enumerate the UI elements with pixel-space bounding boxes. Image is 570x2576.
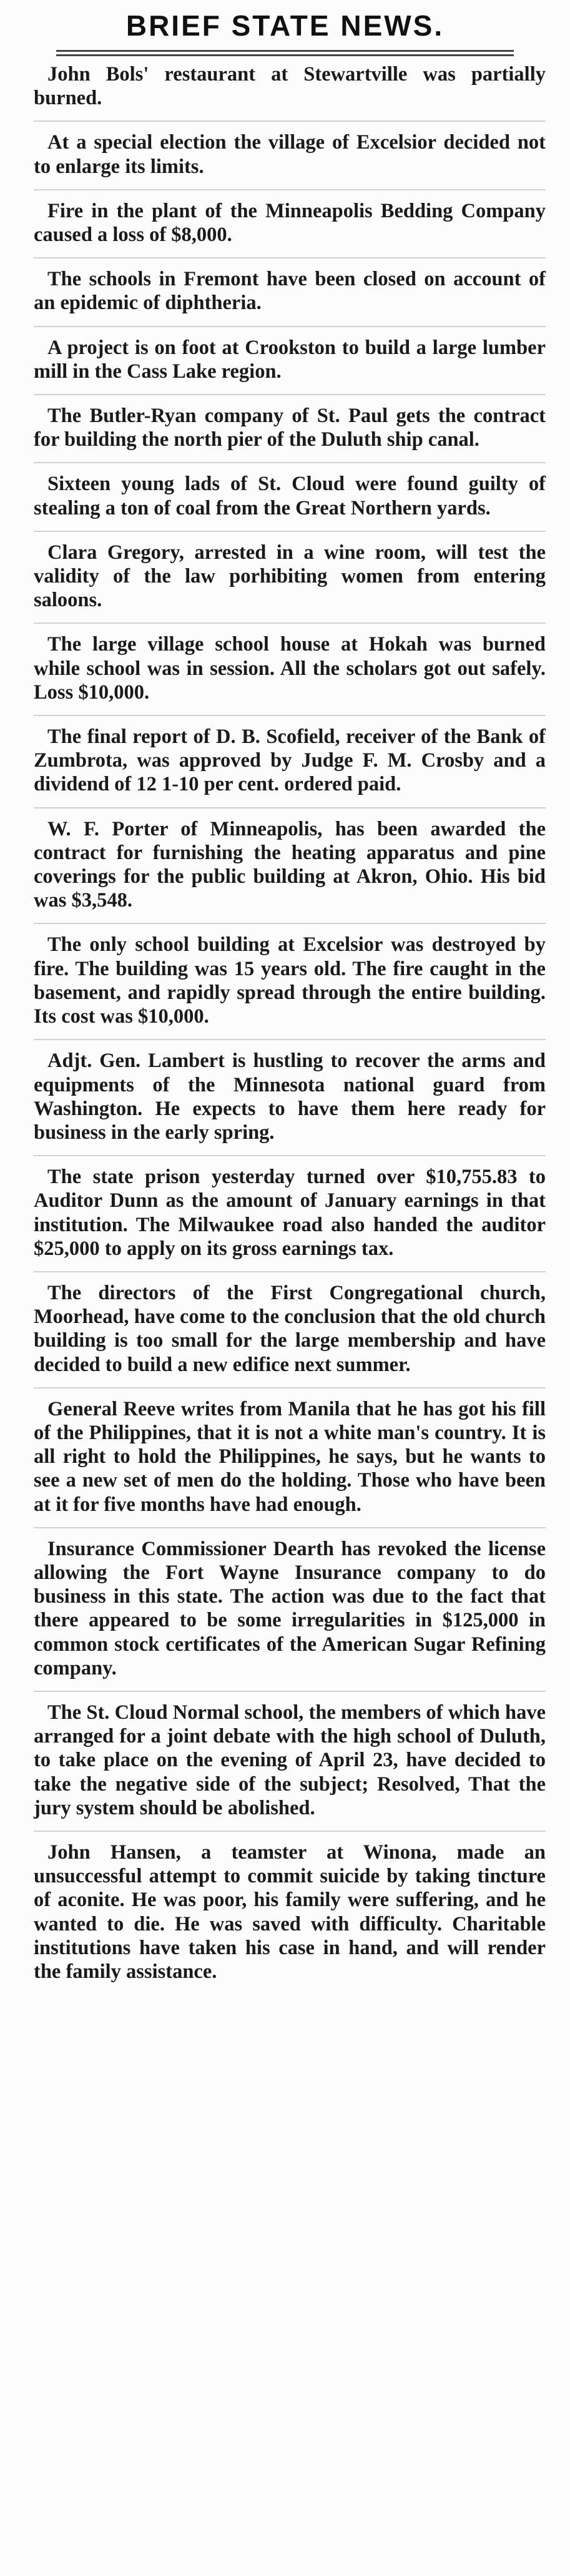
news-item: At a special election the village of Excelsior decided not to enlarge its limits. xyxy=(34,120,546,178)
news-item: The state prison yesterday turned over $10,755.83 to Auditor Dunn as the amount of January earnings in that institution. The Milwaukee road also handed the auditor $25,000 to apply on its gross earnings tax. xyxy=(34,1155,546,1261)
news-item: The only school building at Excelsior was destroyed by fire. The building was 15 years old. The fire caught in the basement, and rapidly spread through the entire building. Its cost was $10,000. xyxy=(34,923,546,1028)
news-item: The schools in Fremont have been closed on account of an epidemic of diphtheria. xyxy=(34,257,546,315)
news-item: A project is on foot at Crookston to build a large lumber mill in the Cass Lake region. xyxy=(34,326,546,383)
news-item: Insurance Commissioner Dearth has revoked the license allowing the Fort Wayne Insurance company to do business in this state. The action was due to the fact that there appeared to be some irregularities in $125,000 in common stock certificates of the American Sugar Refining company. xyxy=(34,1527,546,1680)
news-item: W. F. Porter of Minneapolis, has been awarded the contract for furnishing the heating apparatus and pine coverings for the public building at Akron, Ohio. His bid was $3,548. xyxy=(34,807,546,913)
headline-rule-top xyxy=(56,50,514,52)
news-item: The St. Cloud Normal school, the members of which have arranged for a joint debate with the high school of Duluth, to take place on the evening of April 23, have decided to take the negative side of the subject; Resolved, That the jury system should be abolished. xyxy=(34,1691,546,1820)
news-item: John Bols' restaurant at Stewartville was partially burned. xyxy=(34,63,546,110)
news-item: The final report of D. B. Scofield, receiver of the Bank of Zumbrota, was approved by Judge F. M. Crosby and a dividend of 12 1-10 per cent. ordered paid. xyxy=(34,715,546,797)
column-headline: BRIEF STATE NEWS. xyxy=(125,9,445,42)
headline-rule-bottom xyxy=(56,54,514,56)
news-item: The directors of the First Congregational church, Moorhead, have come to the conclusion that the old church building is too small for the large membership and have decided to build a new edifice next summer. xyxy=(34,1271,546,1377)
news-item: Fire in the plant of the Minneapolis Bedding Company caused a loss of $8,000. xyxy=(34,189,546,247)
news-item: Clara Gregory, arrested in a wine room, will test the validity of the law porhibiting women from entering saloons. xyxy=(34,531,546,612)
news-item: John Hansen, a teamster at Winona, made an unsuccessful attempt to commit suicide by taking tincture of aconite. He was poor, his family were suffering, and he wanted to die. He was saved with difficulty. Charitable institutions have taken his case in hand, and will render the family assistance. xyxy=(34,1831,546,1984)
news-item: Sixteen young lads of St. Cloud were found guilty of stealing a ton of coal from the Great Northern yards. xyxy=(34,462,546,519)
news-item: General Reeve writes from Manila that he has got his fill of the Philippines, that it is not a white man's country. It is all right to hold the Philippines, he says, but he wants to see a new set of men do the holding. Those who have been at it for five months have had enough. xyxy=(34,1387,546,1517)
news-item: Adjt. Gen. Lambert is hustling to recover the arms and equipments of the Minnesota national guard from Washington. He expects to have them here ready for business in the early spring. xyxy=(34,1039,546,1144)
news-item: The Butler-Ryan company of St. Paul gets the contract for building the north pier of the Duluth ship canal. xyxy=(34,394,546,451)
news-item: The large village school house at Hokah was burned while school was in session. All the scholars got out safely. Loss $10,000. xyxy=(34,622,546,704)
news-items xyxy=(34,62,546,1994)
